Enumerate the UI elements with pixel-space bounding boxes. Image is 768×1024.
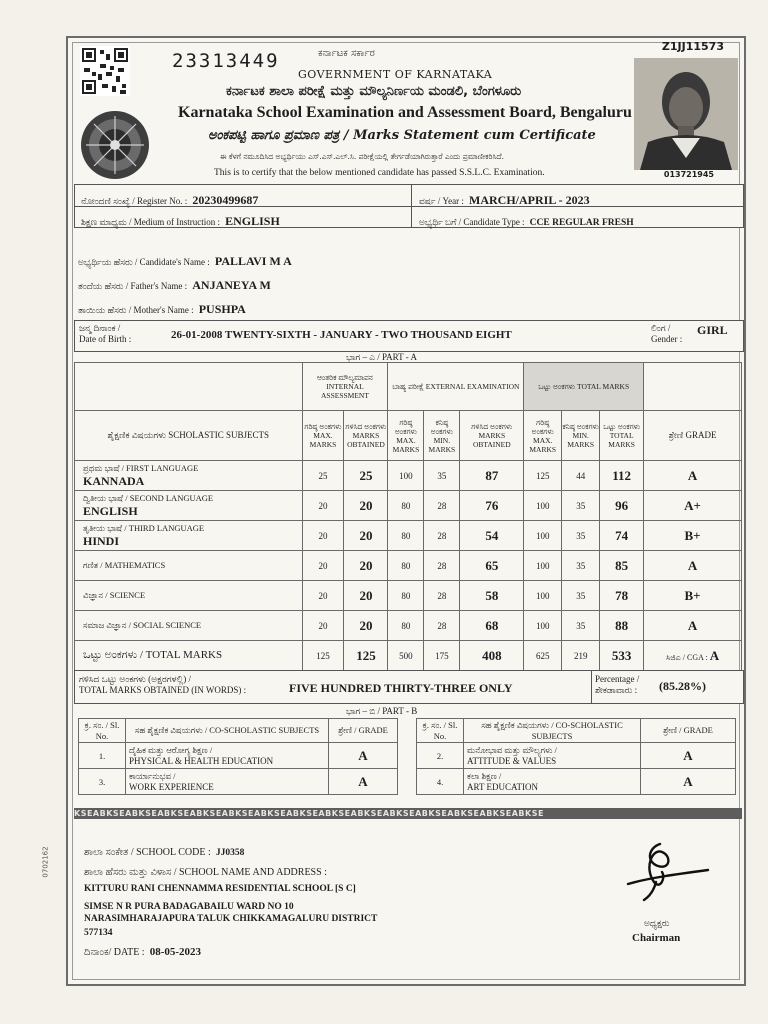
- header-ext-max: ಗರಿಷ್ಠ ಅಂಕಗಳು MAX. MARKS: [388, 411, 424, 461]
- date-label: ದಿನಾಂಕ/ DATE :: [84, 947, 145, 958]
- co-subject-cell: [126, 743, 329, 769]
- total-max-cell: 125: [524, 461, 562, 491]
- chairman-title-kannada: ಅಧ್ಯಕ್ಷರು: [644, 918, 670, 928]
- subject-row: [75, 581, 742, 611]
- sl-number: 4.: [417, 769, 464, 795]
- marks-table: [74, 362, 742, 671]
- total-min-cell: 35: [562, 521, 600, 551]
- co-grade: A: [641, 743, 736, 769]
- co-scholastic-table-right: [416, 718, 736, 795]
- total-min: 219: [562, 641, 600, 671]
- candidate-photo: [634, 58, 738, 170]
- subject-row: [75, 461, 742, 491]
- school-address-line3: NARASIMHARAJAPURA TALUK CHIKKAMAGALURU DISTRICT: [84, 914, 378, 924]
- header-internal: ಆಂತರಿಕ ಮೌಲ್ಯಮಾಪನ INTERNAL ASSESSMENT: [302, 363, 388, 411]
- percentage-value: (85.28%): [659, 679, 706, 693]
- co-subject-kannada: ಮನೋಭಾವ ಮತ್ತು ಮೌಲ್ಯಗಳು /: [467, 745, 557, 755]
- external-min-cell: 35: [424, 461, 460, 491]
- total-min-cell: 35: [562, 581, 600, 611]
- grade-cell: B+: [644, 521, 742, 551]
- kannada-government: ಕರ್ನಾಟಕ ಸರ್ಕಾರ: [318, 48, 375, 59]
- chairman-title: Chairman: [632, 932, 681, 944]
- total-max-cell: 100: [524, 551, 562, 581]
- total-max-cell: 100: [524, 491, 562, 521]
- subject-label: ವಿಜ್ಞಾನ / SCIENCE: [83, 590, 146, 600]
- photo-number: 013721945: [663, 170, 714, 179]
- co-subject-kannada: ಕಾರ್ಯಾನುಭವ /: [129, 771, 176, 781]
- internal-obtained-cell: 20: [344, 491, 388, 521]
- co-subject-name: PHYSICAL & HEALTH EDUCATION: [129, 756, 274, 766]
- cga-label: ಸಿಜಿಎ / CGA :: [666, 652, 708, 662]
- register-box: [74, 184, 744, 228]
- subject-cell: [75, 461, 303, 491]
- subject-cell: [75, 581, 303, 611]
- total-min-cell: 44: [562, 461, 600, 491]
- emblem-seal-icon: [76, 108, 154, 182]
- father-name: ANJANEYA M: [192, 278, 271, 292]
- external-obtained-cell: 58: [460, 581, 524, 611]
- external-max-cell: 80: [388, 491, 424, 521]
- header-int-max: ಗರಿಷ್ಠ ಅಂಕಗಳು MAX. MARKS: [302, 411, 344, 461]
- subject-row: [75, 491, 742, 521]
- total-obtained-cell: 112: [600, 461, 644, 491]
- subject-cell: [75, 491, 303, 521]
- total-max-cell: 100: [524, 611, 562, 641]
- sl-number: 1.: [79, 743, 126, 769]
- school-address-line2: SIMSE N R PURA BADAGABAILU WARD NO 10: [84, 902, 294, 912]
- header-external: ಬಾಹ್ಯ ಪರೀಕ್ಷೆ EXTERNAL EXAMINATION: [388, 363, 524, 411]
- grade-header-left: ಶ್ರೇಣಿ / GRADE: [329, 719, 398, 743]
- co-subject-cell: [464, 769, 641, 795]
- dob-box: [74, 320, 744, 352]
- serial-number: 23313449: [172, 50, 280, 72]
- gender-value: GIRL: [697, 323, 728, 337]
- subject-row: [75, 551, 742, 581]
- candidate-type-label: ಅಭ್ಯರ್ಥಿ ಬಗೆ / Candidate Type :: [419, 217, 525, 227]
- percentage-label: Percentage /: [595, 674, 640, 684]
- external-obtained-cell: 68: [460, 611, 524, 641]
- candidate-name: PALLAVI M A: [214, 254, 292, 268]
- total-obtained-cell: 78: [600, 581, 644, 611]
- dob-label: Date of Birth :: [79, 334, 132, 344]
- total-obtained-cell: 96: [600, 491, 644, 521]
- total-int-obtained: 125: [344, 641, 388, 671]
- year-label: ವರ್ಷ / Year :: [419, 196, 464, 206]
- co-grade: A: [641, 769, 736, 795]
- header-ext-min: ಕನಿಷ್ಠ ಅಂಕಗಳು MIN. MARKS: [424, 411, 460, 461]
- co-scholastic-row: [417, 743, 736, 769]
- internal-obtained-cell: 20: [344, 581, 388, 611]
- co-subject-name: ART EDUCATION: [467, 782, 539, 792]
- exam-year: MARCH/APRIL - 2023: [469, 193, 590, 207]
- board-name-kannada: ಕರ್ನಾಟಕ ಶಾಲಾ ಪರೀಕ್ಷೆ ಮತ್ತು ಮೌಲ್ಯನಿರ್ಣಯ ಮಂಡಲಿ, ಬೆಂಗಳೂರು: [226, 84, 522, 99]
- cga-value: A: [709, 647, 720, 663]
- school-code-label: ಶಾಲಾ ಸಂಕೇತ / SCHOOL CODE :: [84, 847, 211, 858]
- internal-max-cell: 20: [302, 491, 344, 521]
- total-int-max: 125: [302, 641, 344, 671]
- internal-obtained-cell: 20: [344, 611, 388, 641]
- total-obtained-cell: 85: [600, 551, 644, 581]
- sl-header-right: ಕ್ರ. ಸಂ. / Sl. No.: [417, 719, 464, 743]
- total-min-cell: 35: [562, 491, 600, 521]
- total-obtained-cell: 74: [600, 521, 644, 551]
- internal-max-cell: 20: [302, 521, 344, 551]
- subject-name: ENGLISH: [83, 503, 138, 518]
- total-max-cell: 100: [524, 521, 562, 551]
- co-subject-kannada: ಕಲಾ ಶಿಕ್ಷಣ /: [467, 771, 502, 781]
- total-ext-obtained: 408: [460, 641, 524, 671]
- grade-cell: A+: [644, 491, 742, 521]
- gender-label-kannada: ಲಿಂಗ /: [651, 323, 671, 333]
- header-subjects: ಶೈಕ್ಷಣಿಕ ವಿಷಯಗಳು SCHOLASTIC SUBJECTS: [75, 411, 303, 461]
- subject-cell: [75, 521, 303, 551]
- candidate-name-label: ಅಭ್ಯರ್ಥಿಯ ಹೆಸರು / Candidate's Name :: [78, 257, 210, 267]
- government-title: GOVERNMENT OF KARNATAKA: [298, 68, 493, 81]
- grade-cell: A: [644, 551, 742, 581]
- header-grade: ಶ್ರೇಣಿ GRADE: [644, 411, 742, 461]
- external-min-cell: 28: [424, 491, 460, 521]
- sl-number: 3.: [79, 769, 126, 795]
- internal-max-cell: 25: [302, 461, 344, 491]
- total-marks: 533: [600, 641, 644, 671]
- external-max-cell: 80: [388, 611, 424, 641]
- subject-label: ಗಣಿತ / MATHEMATICS: [83, 560, 166, 570]
- total-obtained-cell: 88: [600, 611, 644, 641]
- co-scholastic-row: [79, 743, 398, 769]
- header-tot-max: ಗರಿಷ್ಠ ಅಂಕಗಳು MAX. MARKS: [524, 411, 562, 461]
- grade-cell: B+: [644, 581, 742, 611]
- subject-label: ದ್ವಿತೀಯ ಭಾಷೆ / SECOND LANGUAGE: [83, 492, 214, 503]
- security-band: KSEABKSEABKSEABKSEABKSEABKSEABKSEABKSEABKSEABKSEABKSEABKSEABKSEABKSEABKSE: [74, 808, 742, 819]
- subject-name: KANNADA: [83, 473, 145, 488]
- co-subject-cell: [126, 769, 329, 795]
- board-name: Karnataka School Examination and Assessment Board, Bengaluru: [178, 104, 632, 121]
- total-min-cell: 35: [562, 551, 600, 581]
- co-grade: A: [329, 769, 398, 795]
- issue-date: 08-05-2023: [149, 946, 202, 958]
- school-address-line4: 577134: [84, 928, 113, 938]
- register-number: 20230499687: [192, 193, 259, 207]
- header-ext-obtained: ಗಳಿಸಿದ ಅಂಕಗಳು MARKS OBTAINED: [460, 411, 524, 461]
- percentage-label-kannada: ಶೇಕಡಾವಾರು :: [595, 685, 638, 695]
- co-subject-cell: [464, 743, 641, 769]
- register-label: ನೋಂದಣಿ ಸಂಖ್ಯೆ / Register No. :: [81, 196, 188, 206]
- co-scholastic-row: [417, 769, 736, 795]
- mother-name: PUSHPA: [198, 302, 246, 316]
- subject-cell: [75, 611, 303, 641]
- external-max-cell: 100: [388, 461, 424, 491]
- certify-text-kannada: ಈ ಕೆಳಗೆ ನಮೂದಿಸಿದ ಅಭ್ಯರ್ಥಿಯು ಎಸ್.ಎಸ್.ಎಲ್.ಸಿ. ಪರೀಕ್ಷೆಯಲ್ಲಿ ತೇರ್ಗಡೆಯಾಗಿರುತ್ತಾರೆ ಎಂದು ಪ್ರಮಾಣೀಕರಿಸಿದೆ.: [220, 152, 504, 161]
- internal-max-cell: 20: [302, 581, 344, 611]
- sl-number: 2.: [417, 743, 464, 769]
- date-of-birth: 26-01-2008 TWENTY-SIXTH - JANUARY - TWO THOUSAND EIGHT: [171, 329, 512, 341]
- candidate-type: CCE REGULAR FRESH: [529, 218, 634, 228]
- header-total: ಒಟ್ಟು ಅಂಕಗಳು TOTAL MARKS: [524, 363, 644, 411]
- gender-label: Gender :: [651, 334, 683, 344]
- grade-header-right: ಶ್ರೇಣಿ / GRADE: [641, 719, 736, 743]
- certificate-title: ಅಂಕಪಟ್ಟಿ ಹಾಗೂ ಪ್ರಮಾಣ ಪತ್ರ / Marks Statement cum Certificate: [208, 128, 596, 143]
- dob-label-kannada: ಜನ್ಮ ದಿನಾಂಕ /: [79, 323, 121, 333]
- part-b-title: ಭಾಗ – ಬಿ / PART - B: [346, 706, 418, 716]
- father-name-label: ತಂದೆಯ ಹೆಸರು / Father's Name :: [78, 281, 188, 291]
- medium-label: ಶಿಕ್ಷಣ ಮಾಧ್ಯಮ / Medium of Instruction :: [81, 217, 221, 227]
- external-max-cell: 80: [388, 521, 424, 551]
- part-a-title: ಭಾಗ – ಎ / PART - A: [346, 352, 417, 362]
- header-int-obtained: ಗಳಿಸಿದ ಅಂಕಗಳು MARKS OBTAINED: [344, 411, 388, 461]
- total-max-cell: 100: [524, 581, 562, 611]
- subject-label: ಪ್ರಥಮ ಭಾಷೆ / FIRST LANGUAGE: [83, 462, 199, 473]
- external-obtained-cell: 54: [460, 521, 524, 551]
- subject-row: [75, 521, 742, 551]
- cga-cell: [644, 641, 742, 671]
- side-stamp: 0702162: [41, 846, 50, 878]
- top-code: Z1JJ11573: [661, 40, 724, 53]
- external-obtained-cell: 87: [460, 461, 524, 491]
- external-min-cell: 28: [424, 611, 460, 641]
- co-scholastic-row: [79, 769, 398, 795]
- total-min-cell: 35: [562, 611, 600, 641]
- subject-header-left: ಸಹ ಶೈಕ್ಷಣಿಕ ವಿಷಯಗಳು / CO-SCHOLASTIC SUBJECTS: [126, 719, 329, 743]
- header-tot-min: ಕನಿಷ್ಠ ಅಂಕಗಳು MIN. MARKS: [562, 411, 600, 461]
- sl-header-left: ಕ್ರ. ಸಂ. / Sl. No.: [79, 719, 126, 743]
- mother-name-label: ತಾಯಿಯ ಹೆಸರು / Mother's Name :: [78, 305, 194, 315]
- total-label: ಒಟ್ಟು ಅಂಕಗಳು / TOTAL MARKS: [75, 641, 303, 671]
- total-ext-min: 175: [424, 641, 460, 671]
- total-max: 625: [524, 641, 562, 671]
- certificate-sheet: [41, 36, 746, 986]
- subject-cell: [75, 551, 303, 581]
- qr-code-icon: [80, 46, 130, 96]
- internal-max-cell: 20: [302, 611, 344, 641]
- subject-label: ಸಮಾಜ ವಿಜ್ಞಾನ / SOCIAL SCIENCE: [83, 620, 202, 630]
- subject-row: [75, 611, 742, 641]
- grade-cell: A: [644, 611, 742, 641]
- header-tot-total: ಒಟ್ಟು ಅಂಕಗಳು TOTAL MARKS: [600, 411, 644, 461]
- external-min-cell: 28: [424, 521, 460, 551]
- external-obtained-cell: 65: [460, 551, 524, 581]
- school-code: JJ0358: [215, 848, 245, 858]
- total-row: [75, 641, 742, 671]
- external-min-cell: 28: [424, 581, 460, 611]
- certify-text: This is to certify that the below mentioned candidate has passed S.S.L.C. Examination.: [214, 168, 545, 178]
- external-obtained-cell: 76: [460, 491, 524, 521]
- external-min-cell: 28: [424, 551, 460, 581]
- words-label-kannada: ಗಳಿಸಿದ ಒಟ್ಟು ಅಂಕಗಳು (ಅಕ್ಷರಗಳಲ್ಲಿ) /: [79, 674, 192, 684]
- words-label: TOTAL MARKS OBTAINED (IN WORDS) :: [79, 685, 247, 695]
- chairman-signature: [608, 838, 718, 908]
- subject-header-right: ಸಹ ಶೈಕ್ಷಣಿಕ ವಿಷಯಗಳು / CO-SCHOLASTIC SUBJECTS: [464, 719, 641, 743]
- internal-obtained-cell: 20: [344, 521, 388, 551]
- total-in-words: FIVE HUNDRED THIRTY-THREE ONLY: [289, 681, 513, 695]
- subject-name: HINDI: [83, 533, 120, 548]
- internal-max-cell: 20: [302, 551, 344, 581]
- co-scholastic-table-left: [78, 718, 398, 795]
- co-subject-kannada: ದೈಹಿಕ ಮತ್ತು ಆರೋಗ್ಯ ಶಿಕ್ಷಣ /: [129, 745, 213, 755]
- school-address-label: ಶಾಲಾ ಹೆಸರು ಮತ್ತು ವಿಳಾಸ / SCHOOL NAME AND ADDRESS :: [84, 867, 327, 878]
- co-subject-name: ATTITUDE & VALUES: [467, 756, 557, 766]
- external-max-cell: 80: [388, 551, 424, 581]
- school-address-line1: KITTURU RANI CHENNAMMA RESIDENTIAL SCHOOL [S C]: [84, 884, 356, 894]
- medium-value: ENGLISH: [225, 214, 280, 228]
- internal-obtained-cell: 25: [344, 461, 388, 491]
- words-box: [74, 670, 744, 704]
- external-max-cell: 80: [388, 581, 424, 611]
- co-subject-name: WORK EXPERIENCE: [129, 782, 214, 792]
- co-grade: A: [329, 743, 398, 769]
- subject-label: ತೃತೀಯ ಭಾಷೆ / THIRD LANGUAGE: [83, 522, 205, 533]
- grade-cell: A: [644, 461, 742, 491]
- internal-obtained-cell: 20: [344, 551, 388, 581]
- total-ext-max: 500: [388, 641, 424, 671]
